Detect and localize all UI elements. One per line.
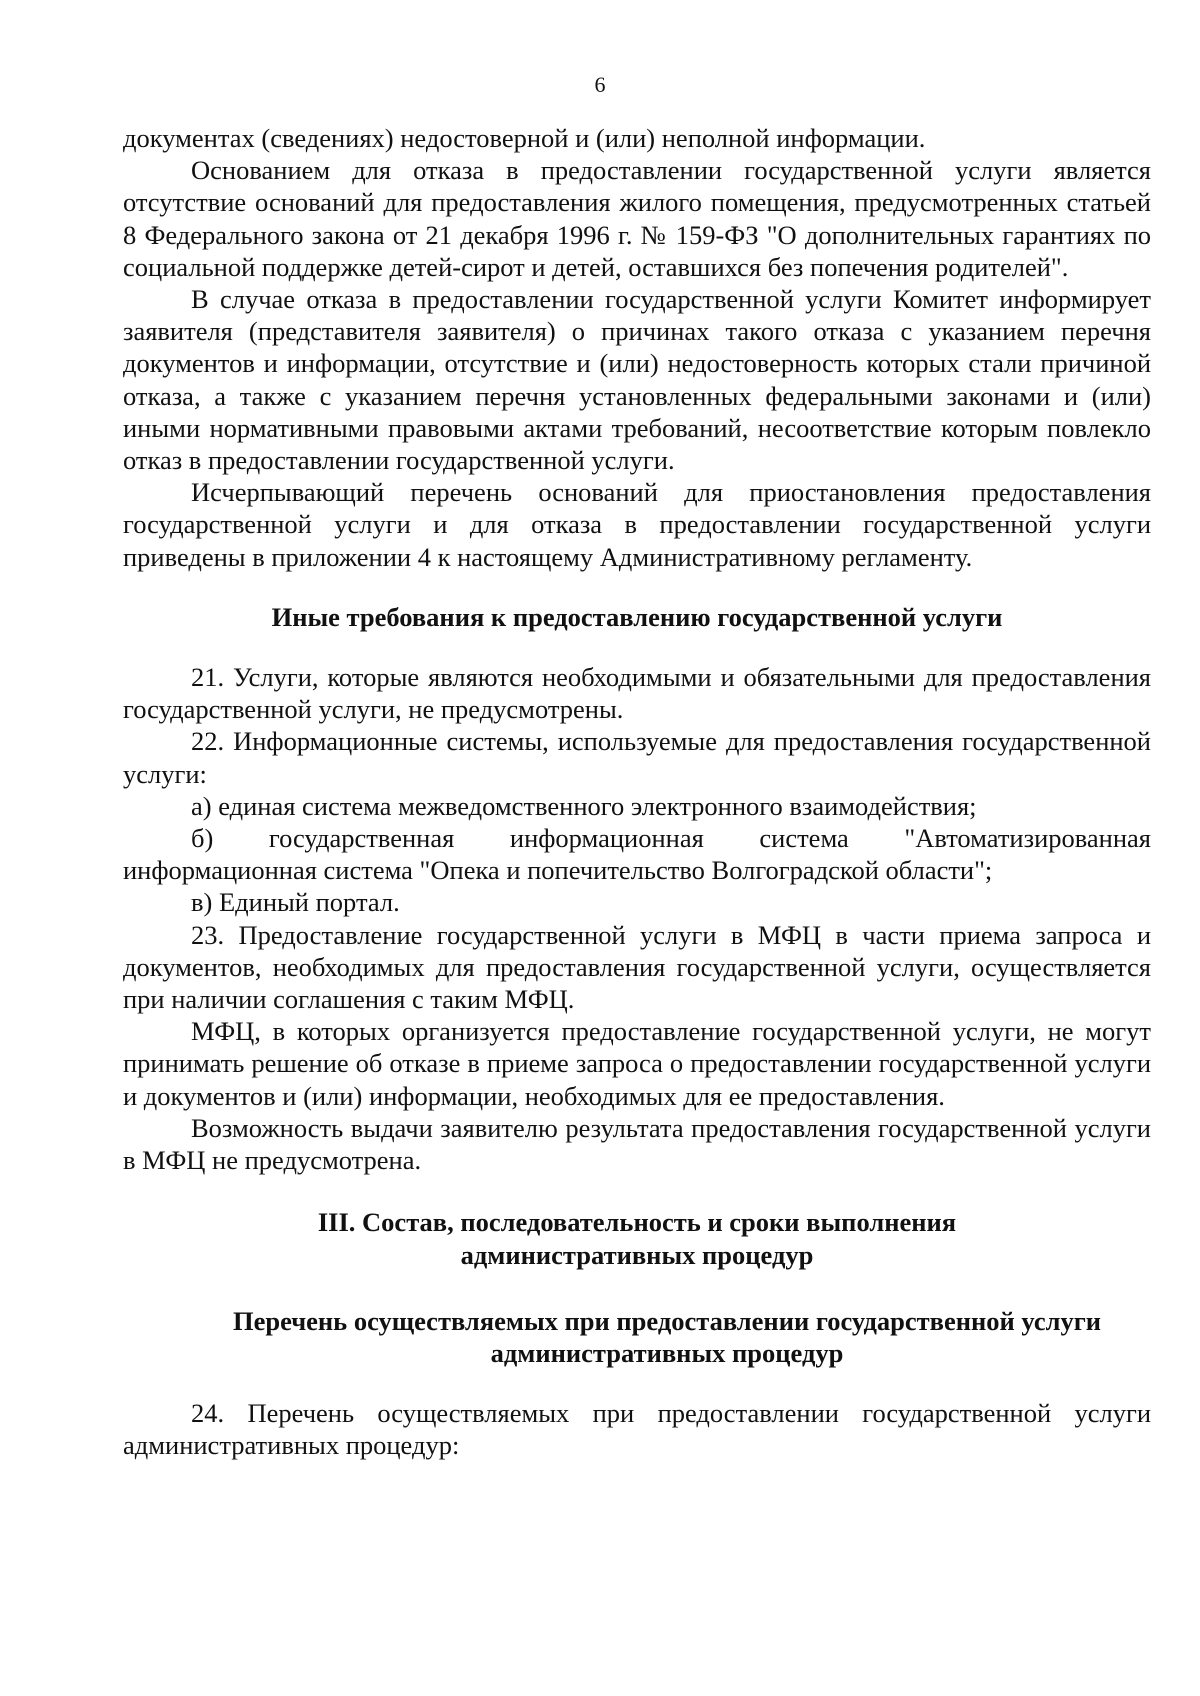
paragraph-refusal-basis: Основанием для отказа в предоставлении государственной услуги является отсутствие оснований для предоставления жилого помещения, предусмотренных статьей 8 Федерального закона от 21 декабря 1996 г. № 159-ФЗ "О дополнительных гарантиях по социальной поддержке детей-сирот и детей, оставшихся без попечения родителей". — [123, 155, 1151, 282]
paragraph-item-22a: а) единая система межведомственного электронного взаимодействия; — [191, 790, 977, 821]
sub-heading — [123, 1305, 1151, 1369]
sub-heading-line2: административных процедур — [490, 1337, 844, 1368]
sub-heading-line1: Перечень осуществляемых при предоставлении государственной услуги — [232, 1305, 1102, 1336]
paragraph-item-21: 21. Услуги, которые являются необходимыми и обязательными для предоставления государственной услуги, не предусмотрены. — [123, 662, 1151, 725]
paragraph-mfc-result: Возможность выдачи заявителю результата предоставления государственной услуги в МФЦ не предусмотрена. — [123, 1112, 1151, 1176]
section-heading — [123, 1206, 1151, 1270]
paragraph-item-23: 23. Предоставление государственной услуги в МФЦ в части приема запроса и документов, необходимых для предоставления государственной услуги, осуществляется при наличии соглашения с таким МФЦ. — [123, 919, 1151, 1015]
paragraph-continuation: документах (сведениях) недостоверной и (или) неполной информации. — [123, 123, 926, 153]
paragraph-mfc-refusal: МФЦ, в которых организуется предоставление государственной услуги, не могут принимать решение об отказе в приеме запроса о предоставлении государственной услуги и документов и (или) информации, необходимых для ее предоставления. — [123, 1016, 1151, 1111]
paragraph-item-24: 24. Перечень осуществляемых при предоставлении государственной услуги административных процедур: — [123, 1398, 1151, 1461]
paragraph-exhaustive-list: Исчерпывающий перечень оснований для приостановления предоставления государственной услуги и для отказа в предоставлении государственной услуги приведены в приложении 4 к настоящему Административному регламенту. — [123, 477, 1151, 572]
paragraph-item-22: 22. Информационные системы, используемые для предоставления государственной услуги: — [123, 726, 1151, 789]
document-body — [123, 122, 1151, 1462]
section-heading-line1: III. Состав, последовательность и сроки выполнения — [317, 1207, 957, 1238]
paragraph-item-22b: б) государственная информационная система "Автоматизированная информационная система "Опека и попечительство Волгоградской области"; — [123, 823, 1151, 886]
paragraph-item-22c: в) Единый портал. — [191, 887, 400, 918]
page-number: 6 — [594, 72, 606, 97]
heading-other-requirements: Иные требования к предоставлению государственной услуги — [271, 601, 1003, 632]
paragraph-refusal-notice: В случае отказа в предоставлении государственной услуги Комитет информирует заявителя (представителя заявителя) о причинах такого отказа с указанием перечня документов и информации, отсутствие и (или) недостоверность которых стали причиной отказа, а также с указанием перечня установленных федеральными законами и (или) иными нормативными правовыми актами требований, несоответствие которым повлекло отказ в предоставлении государственной услуги. — [123, 284, 1151, 476]
section-heading-line2: административных процедур — [460, 1239, 814, 1270]
